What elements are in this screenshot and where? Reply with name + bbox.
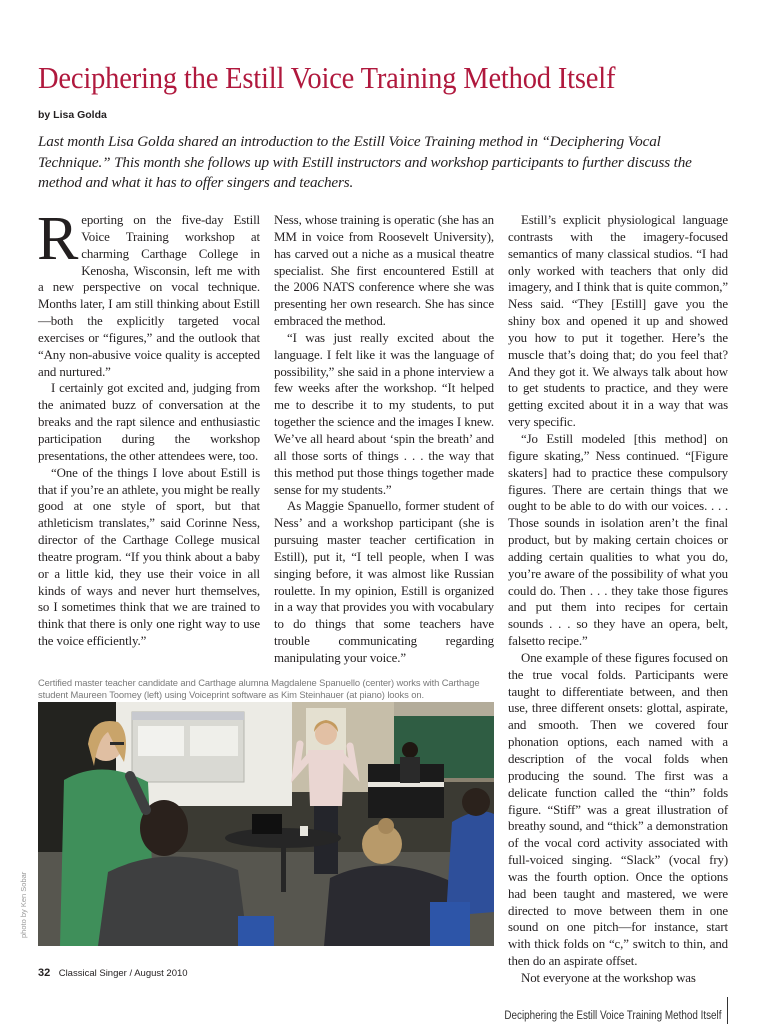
text-column-1 <box>37 205 260 650</box>
chair <box>430 902 470 946</box>
cup <box>300 826 308 836</box>
chair <box>238 916 274 946</box>
pianist-body <box>400 757 420 783</box>
body-paragraph: “Jo Estill modeled [this method] on figure skating,” Ness continued. “[Figure skaters] had to practice these compulsory figures. There are certain things that we ought to be able to do with our voices. . . . Those sounds in isolation aren’t the final product, but by making certain choices or adding certain qualities to what you do, you’re aware of the possibility of what you could do. Then . . . they take those figures and put them into recipes for certain sounds . . . so they have an opera, belt, falsetto recipe.” <box>508 431 728 649</box>
table-leg <box>281 842 286 892</box>
student-glasses <box>110 742 124 745</box>
software-panel <box>190 726 238 756</box>
blue-shirt-participant <box>446 811 494 916</box>
footer-rule <box>727 997 728 1024</box>
body-paragraph: “One of the things I love about Estill is that if you’re an athlete, you might be really good at one style of sport, but that athleticism translates,” said Corinne Ness, director of the Carthage College musical theatre program. “If you think about a baby or a little kid, they use their voice in all kinds of ways and never hurt themselves, so I sometimes think that we are trained to think that there is only one right way to use the voice efficiently.” <box>38 465 260 649</box>
byline: by Lisa Golda <box>38 109 107 121</box>
body-paragraph <box>37 205 260 380</box>
page-number: 32 <box>38 967 51 979</box>
blue-shirt-participant-head <box>462 788 490 816</box>
body-paragraph: I certainly got excited and, judging from the animated buzz of conversation at the breaks and the rapt silence and enthusiastic participation during the workshop presentations, the other attendees were, too. <box>38 381 260 463</box>
body-paragraph: Ness, whose training is operatic (she has an MM in voice from Roosevelt University), has carved out a niche as a musical theatre specialist. She first encountered Estill at the 2006 NATS conference where she was presenting her own research. She has since embraced the method. <box>274 213 494 329</box>
article-title: Deciphering the Estill Voice Training Method Itself <box>38 60 616 95</box>
drop-cap: R <box>37 205 79 273</box>
publication-name: Classical Singer / August 2010 <box>58 968 188 979</box>
body-paragraph: Estill’s explicit physiological language contrasts with the imagery-focused semantics of many classical studios. “I had only worked with teachers that only did imagery, and I think that is quite common,” Ness said. “They [Estill] gave you the shiny box and opened it up and showed you how to put it together. Here’s the muscle that’s doing that; do you feel that? And they got it. We always talk about how to get students to practice, and they were getting excited about it in a way that was very specific. <box>508 213 728 430</box>
wall-above-board <box>394 702 494 716</box>
presenter-torso <box>308 750 344 806</box>
software-panel <box>138 726 184 756</box>
laptop <box>252 814 282 834</box>
workshop-photo <box>38 702 494 946</box>
page-folio <box>38 963 188 981</box>
seated-man-jacket <box>98 856 248 946</box>
body-paragraph: As Maggie Spanuello, former student of Ness’ and a workshop participant (she is pursuing master teacher certification in Estill), put it, “I tell people, when I was singing before, it was almost like Russian roulette. In my opinion, Estill is organized in a way that provides you with vocabulary to do things that some teachers have trouble communicating regarding manipulating your voice.” <box>274 499 494 665</box>
body-paragraph: One example of these figures focused on the true vocal folds. Participants were taught to differentiate between, and then use, three different onsets: glottal, aspirate, and smooth. Then we covered four phonation options, each named with a description of the vocal folds when producing the sound. The first was a delicate function called the “thin” folds figure. “Stiff” was a great illustration of breathy sound, and “thick” a demonstration of the vocal cord activity associated with full-voiced singing. “Slack” (vocal fry) was the fourth option. Once the options had been taught and mastered, we were directed to move between them in one sound on one pitch—for instance, start with thick folds on “c,” switch to thin, and then do an aspirate offset. <box>508 650 728 969</box>
paragraph-text: eporting on the five-day Estill Voice Training workshop at charming Carthage College in Kenosha, Wisconsin, left me with a new perspective on vocal technique. Months later, I am still thinking about Estill—both the explicitly targeted vocal exercises or “figures,” and the outlook that “Any non-abusive voice quality is accepted and nurtured.” <box>38 213 260 379</box>
article-intro: Last month Lisa Golda shared an introduction to the Estill Voice Training method in “Deciphering Vocal Technique.” This month she follows up with Estill instructors and workshop participants to further discuss the method and what it has to offer singers and teachers. <box>38 133 692 192</box>
photo-credit: photo by Ken Sobar <box>19 871 28 938</box>
photo-caption: Certified master teacher candidate and Carthage alumna Magdalene Spanuello (center) works with Carthage student Maureen Toomey (left) using Voiceprint software as Kim Steinhauer (at piano) looks on. <box>38 677 480 701</box>
text-column-3 <box>508 212 728 987</box>
running-footer: Deciphering the Estill Voice Training Method Itself <box>503 1010 721 1022</box>
body-paragraph: “I was just really excited about the language. I felt like it was the language of possibility,” she said in a phone interview a few weeks after the workshop. “It helped me to describe it to my students, to put together the science and the images I knew. We’ve all heard about ‘spin the breath’ and all those sorts of things . . . the way that this method put those things together made sense for my students.” <box>274 330 494 497</box>
body-paragraph: Not everyone at the workshop was <box>521 970 696 985</box>
pianist-head <box>402 742 418 758</box>
seated-woman-hair-bun <box>378 818 394 834</box>
software-toolbar <box>132 712 244 720</box>
text-column-2 <box>274 212 494 667</box>
